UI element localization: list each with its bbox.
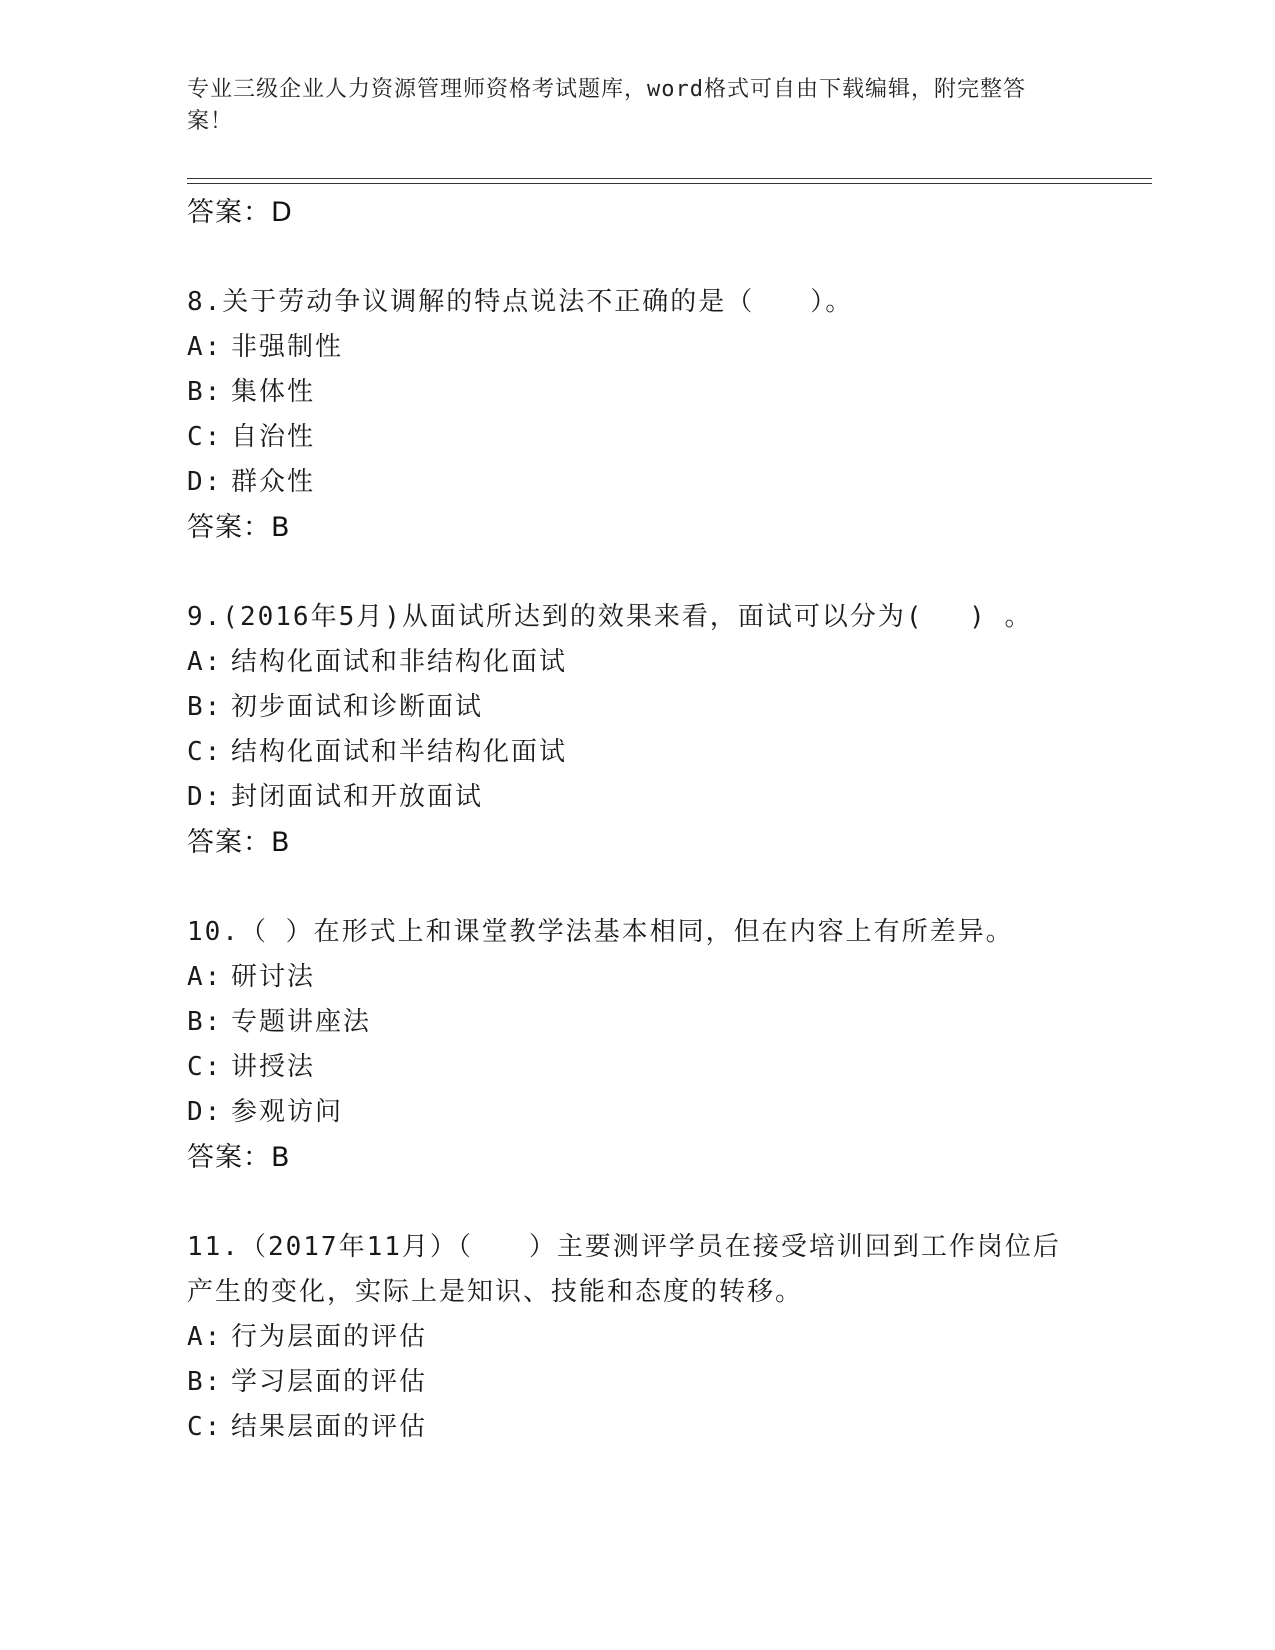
option-label: C: xyxy=(187,1052,223,1082)
question-10 xyxy=(187,910,1087,1180)
option-text: 结果层面的评估 xyxy=(231,1412,428,1442)
question-text: 10.（ ）在形式上和课堂教学法基本相同，但在内容上有所差异。 xyxy=(187,917,1014,947)
option-d xyxy=(187,1090,1087,1135)
option-c xyxy=(187,1045,1087,1090)
option-label: B: xyxy=(187,1367,223,1397)
question-answer: 答案：B xyxy=(187,827,291,858)
question-9 xyxy=(187,595,1087,865)
option-text: 封闭面试和开放面试 xyxy=(231,782,484,812)
option-label: B: xyxy=(187,1007,223,1037)
option-a xyxy=(187,640,1087,685)
option-label: D: xyxy=(187,1097,223,1127)
option-b xyxy=(187,685,1087,730)
option-b xyxy=(187,370,1087,415)
option-text: 群众性 xyxy=(231,467,316,497)
option-b xyxy=(187,1360,1087,1405)
option-label: C: xyxy=(187,422,223,452)
option-d xyxy=(187,460,1087,505)
question-answer: 答案：B xyxy=(187,512,291,543)
option-label: A: xyxy=(187,332,223,362)
question-text: 8.关于劳动争议调解的特点说法不正确的是（ ）。 xyxy=(187,287,854,317)
option-text: 集体性 xyxy=(231,377,316,407)
option-label: A: xyxy=(187,1322,223,1352)
option-b xyxy=(187,1000,1087,1045)
option-text: 讲授法 xyxy=(231,1052,316,1082)
option-label: D: xyxy=(187,467,223,497)
option-text: 专题讲座法 xyxy=(231,1007,372,1037)
option-text: 初步面试和诊断面试 xyxy=(231,692,484,722)
option-a xyxy=(187,955,1087,1000)
question-8 xyxy=(187,280,1087,550)
option-text: 结构化面试和非结构化面试 xyxy=(231,647,568,677)
option-a xyxy=(187,325,1087,370)
header-divider-top xyxy=(187,178,1152,179)
option-label: A: xyxy=(187,962,223,992)
option-label: C: xyxy=(187,1412,223,1442)
option-text: 自治性 xyxy=(231,422,316,452)
option-d xyxy=(187,775,1087,820)
question-text: 11.（2017年11月）（ ）主要测评学员在接受培训回到工作岗位后产生的变化，实际上是知识、技能和态度的转移。 xyxy=(187,1232,1061,1307)
option-text: 学习层面的评估 xyxy=(231,1367,428,1397)
header-divider-bottom xyxy=(187,183,1152,184)
option-c xyxy=(187,730,1087,775)
option-text: 行为层面的评估 xyxy=(231,1322,428,1352)
question-text: 9.(2016年5月)从面试所达到的效果来看，面试可以分为( ) 。 xyxy=(187,602,1033,632)
option-label: D: xyxy=(187,782,223,812)
option-c xyxy=(187,1405,1087,1450)
option-label: C: xyxy=(187,737,223,767)
option-text: 研讨法 xyxy=(231,962,316,992)
option-label: B: xyxy=(187,692,223,722)
option-c xyxy=(187,415,1087,460)
question-list xyxy=(187,190,1087,1450)
question-11 xyxy=(187,1225,1087,1450)
header-note: 专业三级企业人力资源管理师资格考试题库，word格式可自由下载编辑，附完整答案！ xyxy=(187,77,1026,134)
previous-question-answer: 答案：D xyxy=(187,197,293,228)
option-text: 非强制性 xyxy=(231,332,344,362)
option-label: A: xyxy=(187,647,223,677)
option-text: 参观访问 xyxy=(231,1097,344,1127)
option-text: 结构化面试和半结构化面试 xyxy=(231,737,568,767)
option-label: B: xyxy=(187,377,223,407)
question-answer: 答案：B xyxy=(187,1142,291,1173)
option-a xyxy=(187,1315,1087,1360)
